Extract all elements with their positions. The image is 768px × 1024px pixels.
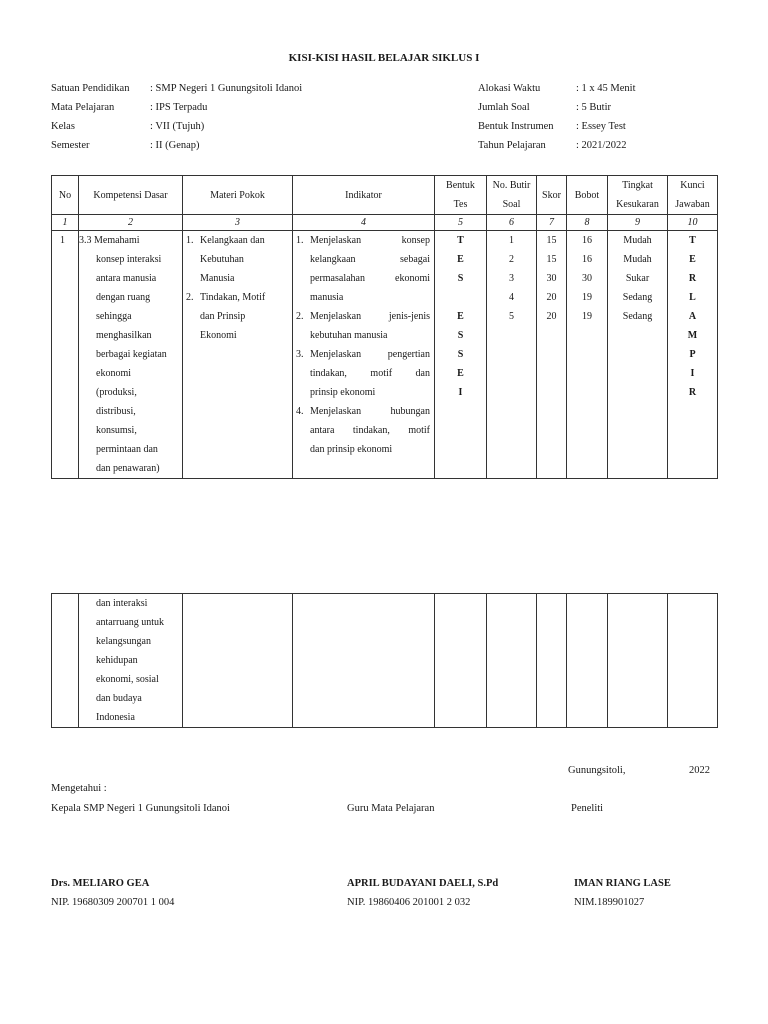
info-value: : Essey Test — [576, 121, 626, 132]
col-number: 3 — [183, 215, 293, 231]
empty-cell — [183, 594, 293, 728]
kunci-jawaban-cell — [668, 231, 718, 479]
item-number: 2. — [296, 311, 304, 322]
header-indikator: Indikator — [293, 176, 435, 215]
empty-cell — [52, 594, 79, 728]
info-value: : IPS Terpadu — [150, 102, 208, 113]
indikator-line: Menjelaskan hubungan — [310, 406, 430, 417]
tingkat-value: Sedang — [622, 292, 653, 303]
kunci-letter: P — [689, 349, 696, 360]
kd-line: ekonomi, sosial — [96, 674, 159, 685]
place-text: Gunungsitoli, — [568, 765, 626, 776]
kd-line: sehingga — [96, 311, 132, 322]
mengetahui-label: Mengetahui : — [51, 783, 107, 794]
kd-line: kelangsungan — [96, 636, 151, 647]
header-text: Soal — [502, 199, 521, 210]
kd-line: dan budaya — [96, 693, 142, 704]
skor-value: 20 — [546, 292, 557, 303]
bobot-value: 30 — [582, 273, 592, 284]
materi-line: Kelangkaan dan — [200, 235, 265, 246]
kunci-letter: M — [687, 330, 698, 341]
indikator-line: permasalahan ekonomi — [310, 273, 430, 284]
empty-cell — [608, 594, 668, 728]
header-bobot: Bobot — [567, 176, 608, 215]
empty-cell — [293, 594, 435, 728]
table-row — [52, 594, 718, 728]
materi-item — [183, 231, 292, 288]
item-number: 1. — [186, 235, 194, 246]
header-skor: Skor — [537, 176, 567, 215]
year-text: 2022 — [689, 765, 710, 776]
kd-line: permintaan dan — [96, 444, 158, 455]
skor-value: 20 — [546, 311, 557, 322]
bentuk-letter: S — [457, 349, 464, 360]
materi-line: Ekonomi — [200, 330, 237, 341]
skor-value: 15 — [546, 235, 557, 246]
butir-value: 2 — [509, 254, 514, 265]
materi-line: Manusia — [200, 273, 235, 284]
kd-line: (produksi, — [96, 387, 137, 398]
header-materi-pokok: Materi Pokok — [183, 176, 293, 215]
kd-line: ekonomi — [96, 368, 131, 379]
info-value: : 1 x 45 Menit — [576, 83, 636, 94]
kunci-letter: R — [688, 387, 697, 398]
kd-line: dengan ruang — [96, 292, 151, 303]
bobot-value: 16 — [582, 235, 592, 246]
tingkat-value: Sedang — [622, 311, 653, 322]
butir-value: 5 — [509, 311, 514, 322]
header-text: Jawaban — [675, 199, 710, 210]
header-text: No. Butir — [492, 180, 531, 191]
kd-line: distribusi, — [96, 406, 136, 417]
header-text: Bentuk — [446, 180, 475, 191]
kunci-letter: L — [689, 292, 696, 303]
empty-cell — [567, 594, 608, 728]
info-label: Tahun Pelajaran — [478, 140, 546, 151]
signature-role: Peneliti — [571, 803, 604, 814]
indikator-line: kebutuhan manusia — [310, 330, 388, 341]
bentuk-letter: I — [458, 387, 463, 398]
bentuk-letter — [435, 288, 486, 307]
kd-line: dan penawaran) — [96, 463, 160, 474]
indikator-item — [293, 307, 430, 345]
tingkat-value: Sukar — [625, 273, 650, 284]
kunci-letter: T — [689, 235, 696, 246]
materi-line: Kebutuhan — [200, 254, 244, 265]
col-number: 9 — [608, 215, 668, 231]
kd-line: Indonesia — [96, 712, 135, 723]
indikator-line: tindakan, motif dan — [310, 368, 430, 379]
document-title: KISI-KISI HASIL BELAJAR SIKLUS I — [288, 52, 480, 64]
bentuk-letter: E — [457, 368, 464, 379]
indikator-item — [293, 231, 430, 307]
skor-cell — [537, 231, 567, 479]
butir-value: 1 — [509, 235, 514, 246]
materi-pokok-cell — [183, 231, 293, 479]
indikator-line: Menjelaskan konsep — [310, 235, 430, 246]
no-butir-cell — [487, 231, 537, 479]
header-no: No — [52, 176, 79, 215]
kisi-kisi-table-continuation — [51, 593, 718, 728]
bentuk-tes-cell — [435, 231, 487, 479]
skor-value: 30 — [546, 273, 557, 284]
col-number: 10 — [668, 215, 718, 231]
bentuk-letter: E — [457, 254, 464, 265]
kd-line: antarruang untuk — [96, 617, 165, 628]
kompetensi-dasar-cell — [79, 231, 183, 479]
butir-value: 4 — [509, 292, 514, 303]
header-kunci-jawaban — [668, 176, 718, 215]
col-number: 1 — [52, 215, 79, 231]
row-no: 1 — [52, 231, 79, 479]
info-value: : II (Genap) — [150, 140, 200, 151]
kd-line: konsep interaksi — [96, 254, 162, 265]
header-text: Tes — [453, 199, 468, 210]
tingkat-value: Mudah — [623, 254, 652, 265]
kunci-letter: I — [690, 368, 695, 379]
item-number: 1. — [296, 235, 304, 246]
empty-cell — [435, 594, 487, 728]
bentuk-letter: S — [457, 330, 464, 341]
indikator-line: dan prinsip ekonomi — [310, 444, 393, 455]
signature-name: IMAN RIANG LASE — [574, 878, 671, 889]
signature-name: Drs. MELIARO GEA — [51, 878, 150, 889]
indikator-line: prinsip ekonomi — [310, 387, 376, 398]
indikator-line: antara tindakan, motif — [310, 425, 430, 436]
kisi-kisi-table — [51, 175, 718, 479]
col-number: 8 — [567, 215, 608, 231]
kd-line: 3.3 Memahami — [79, 235, 140, 246]
signature-id: NIP. 19680309 200701 1 004 — [51, 897, 175, 908]
info-value: : VII (Tujuh) — [150, 121, 205, 132]
header-text: Kunci — [680, 180, 705, 191]
empty-cell — [668, 594, 718, 728]
tingkat-kesukaran-cell — [608, 231, 668, 479]
item-number: 4. — [296, 406, 304, 417]
bentuk-letter: E — [457, 311, 464, 322]
col-number: 6 — [487, 215, 537, 231]
empty-cell — [537, 594, 567, 728]
bobot-cell — [567, 231, 608, 479]
kunci-letter: E — [689, 254, 696, 265]
info-value: : 2021/2022 — [576, 140, 627, 151]
signature-role: Kepala SMP Negeri 1 Gunungsitoli Idanoi — [51, 803, 230, 814]
table-row — [52, 231, 718, 479]
signature-name: APRIL BUDAYANI DAELI, S.Pd — [347, 878, 499, 889]
kompetensi-dasar-continuation-cell — [79, 594, 183, 728]
tingkat-value: Mudah — [623, 235, 652, 246]
empty-cell — [487, 594, 537, 728]
info-label: Mata Pelajaran — [51, 102, 115, 113]
indikator-item — [293, 345, 430, 402]
col-number: 2 — [79, 215, 183, 231]
info-label: Alokasi Waktu — [478, 83, 541, 94]
indikator-line: manusia — [310, 292, 344, 303]
col-number: 5 — [435, 215, 487, 231]
info-label: Bentuk Instrumen — [478, 121, 554, 132]
item-number: 3. — [296, 349, 304, 360]
indikator-line: Menjelaskan jenis-jenis — [310, 311, 430, 322]
header-text: Kesukaran — [616, 199, 659, 210]
header-tingkat-kesukaran — [608, 176, 668, 215]
info-label: Semester — [51, 140, 90, 151]
item-number: 2. — [186, 292, 194, 303]
indikator-cell — [293, 231, 435, 479]
bobot-value: 16 — [582, 254, 592, 265]
materi-item — [183, 288, 292, 345]
info-label: Satuan Pendidikan — [51, 83, 130, 94]
bobot-value: 19 — [582, 292, 592, 303]
header-text: Tingkat — [622, 180, 653, 191]
header-bentuk-tes — [435, 176, 487, 215]
signature-role: Guru Mata Pelajaran — [347, 803, 435, 814]
info-label: Jumlah Soal — [478, 102, 530, 113]
materi-line: Tindakan, Motif — [200, 292, 266, 303]
info-label: Kelas — [51, 121, 75, 132]
header-no-butir — [487, 176, 537, 215]
bobot-value: 19 — [582, 311, 592, 322]
signature-id: NIP. 19860406 201001 2 032 — [347, 897, 471, 908]
kd-line: konsumsi, — [96, 425, 137, 436]
indikator-item — [293, 402, 430, 459]
skor-value: 15 — [546, 254, 557, 265]
kd-line: antara manusia — [96, 273, 157, 284]
col-number: 7 — [537, 215, 567, 231]
bentuk-letter: S — [457, 273, 464, 284]
kd-line: dan interaksi — [96, 598, 148, 609]
kd-line: berbagai kegiatan — [96, 349, 167, 360]
indikator-line: kelangkaan sebagai — [310, 254, 430, 265]
info-value: : 5 Butir — [576, 102, 612, 113]
materi-line: dan Prinsip — [200, 311, 246, 322]
kunci-letter: A — [688, 311, 697, 322]
kd-line: kehidupan — [96, 655, 138, 666]
signature-id: NIM.189901027 — [574, 897, 645, 908]
kunci-letter: R — [688, 273, 697, 284]
bentuk-letter: T — [457, 235, 464, 246]
header-row — [52, 176, 718, 215]
header-kompetensi-dasar: Kompetensi Dasar — [79, 176, 183, 215]
info-value: : SMP Negeri 1 Gunungsitoli Idanoi — [150, 83, 303, 94]
indikator-line: Menjelaskan pengertian — [310, 349, 430, 360]
kd-line: menghasilkan — [96, 330, 152, 341]
col-number: 4 — [293, 215, 435, 231]
column-number-row — [52, 215, 718, 231]
butir-value: 3 — [509, 273, 514, 284]
